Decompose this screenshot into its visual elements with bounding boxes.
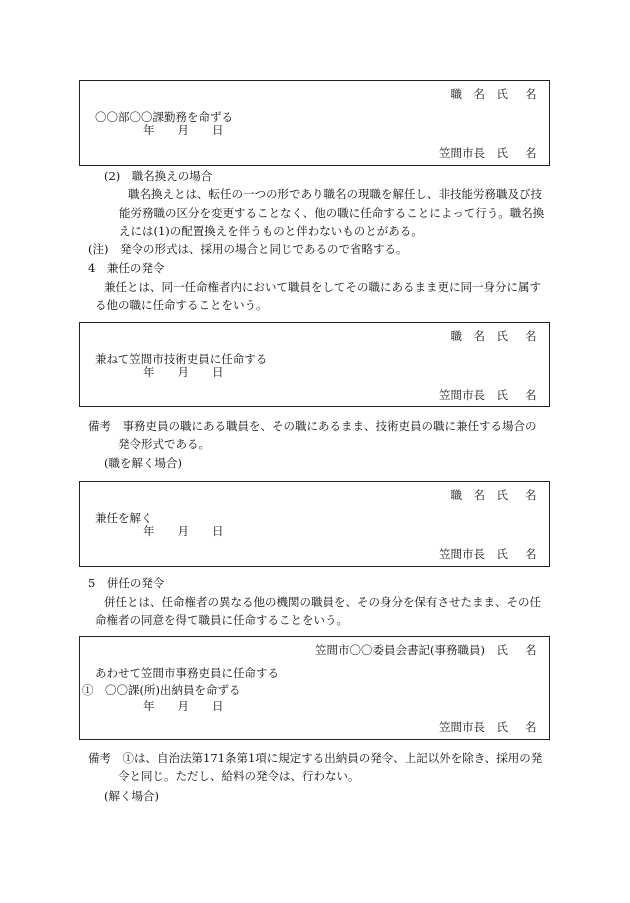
form-date: 年 月 日	[143, 699, 224, 713]
form-signature: 笠間市長 氏	[439, 388, 508, 402]
paragraph-line: 兼任とは、同一任命権者内において職員をしてその職にあるまま更に同一身分に属す	[104, 280, 541, 294]
form-signature: 笠間市長 氏	[439, 720, 508, 734]
form-order-text: 〇〇部〇〇課勤務を命ずる	[95, 110, 233, 124]
form-header-name: 名	[525, 87, 537, 101]
form-date: 年 月 日	[143, 365, 224, 379]
appointment-form-box-2	[79, 322, 550, 407]
form-header-name: 名	[525, 488, 537, 502]
form-signature-name: 名	[525, 720, 537, 734]
form-date: 年 月 日	[143, 123, 224, 137]
form-header-title: 職 名 氏	[450, 329, 508, 343]
paragraph-line: えには(1)の配置換えを伴うものと伴わないものとがある。	[119, 224, 423, 238]
paragraph-line: る他の職に任命することをいう。	[95, 298, 268, 312]
form-header-title: 笠間市〇〇委員会書記(事務職員) 氏	[315, 643, 508, 657]
appointment-form-box-1	[79, 80, 550, 166]
form-order-text: 兼任を解く	[95, 511, 153, 525]
form-signature: 笠間市長 氏	[439, 547, 508, 561]
form-header-title: 職 名 氏	[450, 87, 508, 101]
paragraph-line: 能労務職の区分を変更することなく、他の職に任命することによって行う。職名換	[119, 206, 545, 220]
form-signature-name: 名	[525, 146, 537, 160]
form-header-title: 職 名 氏	[450, 488, 508, 502]
form-signature-name: 名	[525, 547, 537, 561]
form-order-text: 兼ねて笠間市技術吏員に任命する	[95, 352, 268, 366]
paragraph-line: 併任とは、任命権者の異なる他の機関の職員を、その身分を保有させたまま、その任	[104, 595, 541, 609]
appointment-form-box-4	[79, 636, 550, 740]
form-order-text: ① 〇〇課(所)出納員を命ずる	[82, 683, 241, 697]
subsection-label: (職を解く場合)	[104, 456, 182, 470]
paragraph-line: 職名換えとは、転任の一つの形であり職名の現職を解任し、非技能労務職及び技	[128, 187, 542, 201]
form-header-name: 名	[525, 329, 537, 343]
subsection-label: (解く場合)	[104, 789, 159, 803]
appointment-form-box-3	[79, 481, 550, 567]
remark-line: 発令形式である。	[118, 437, 210, 451]
remark-line: 令と同じ。ただし、給料の発令は、行わない。	[118, 769, 360, 783]
form-signature-name: 名	[525, 388, 537, 402]
remark-line: 備考 事務吏員の職にある職員を、その職にあるまま、技術吏員の職に兼任する場合の	[88, 419, 537, 433]
remark-line: 備考 ①は、自治法第171条第1項に規定する出納員の発令、上記以外を除き、採用の発	[88, 751, 543, 765]
note-text: (注) 発令の形式は、採用の場合と同じであるので省略する。	[88, 242, 408, 256]
form-header-name: 名	[525, 643, 537, 657]
form-signature: 笠間市長 氏	[439, 146, 508, 160]
section-heading-5: 5 併任の発令	[88, 576, 165, 590]
section-heading-2: (2) 職名換えの場合	[104, 169, 213, 183]
section-heading-4: 4 兼任の発令	[88, 261, 165, 275]
form-date: 年 月 日	[143, 524, 224, 538]
paragraph-line: 命権者の同意を得て職員に任命することをいう。	[95, 613, 348, 627]
form-order-text: あわせて笠間市事務吏員に任命する	[95, 666, 279, 680]
